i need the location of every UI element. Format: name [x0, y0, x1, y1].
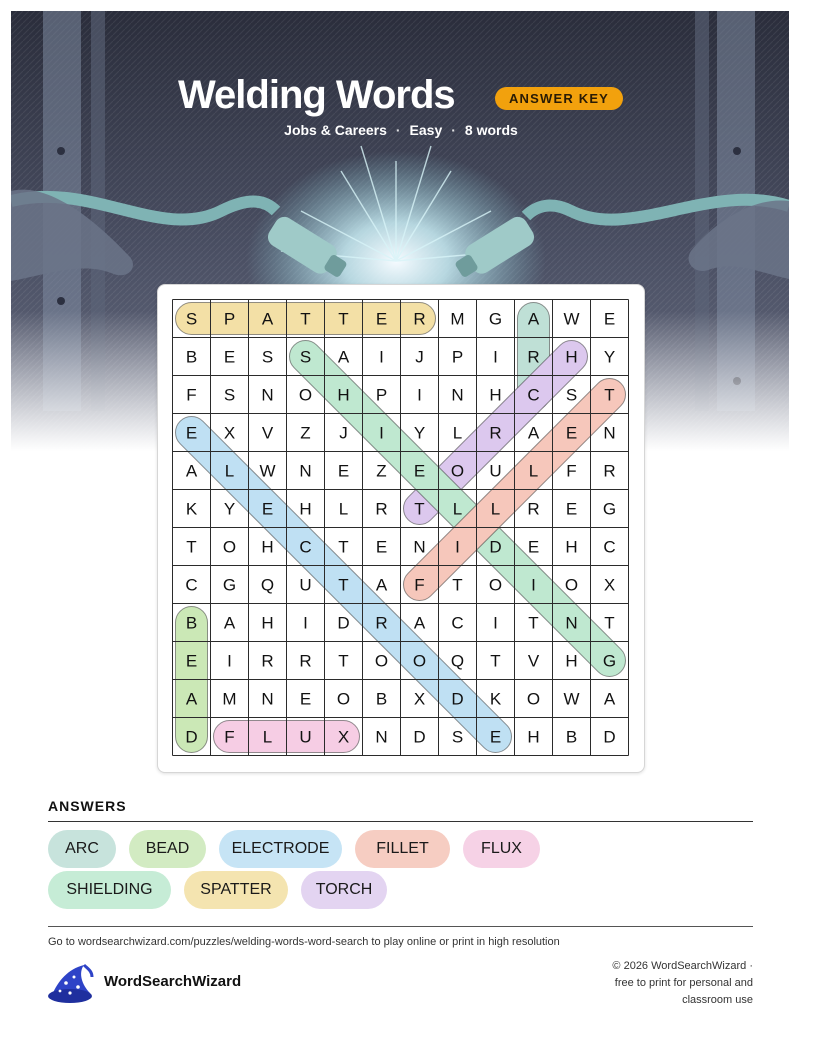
grid-cell-letter: E	[223, 347, 236, 367]
grid-cell-letter: B	[565, 727, 578, 747]
answer-chip-arc: ARC	[48, 830, 116, 868]
grid-cell-letter: R	[261, 651, 274, 671]
grid-cell-letter: M	[222, 689, 237, 709]
answer-chip-bead: BEAD	[129, 830, 206, 868]
grid-cell-letter: W	[563, 689, 580, 709]
grid-cell-letter: A	[413, 613, 426, 633]
page-title: Welding Words	[178, 73, 455, 117]
grid-cell-letter: L	[452, 499, 463, 519]
grid-cell-letter: O	[564, 575, 579, 595]
answer-chip-fillet: FILLET	[355, 830, 450, 868]
grid-cell-letter: S	[261, 347, 274, 367]
grid-cell-letter: G	[602, 499, 617, 519]
grid-cell-letter: I	[493, 347, 498, 367]
meta-separator: ·	[395, 122, 401, 138]
difficulty-label: Easy	[409, 122, 443, 138]
grid-cell-letter: N	[261, 385, 274, 405]
grid-cell-letter: R	[413, 309, 426, 329]
grid-cell-letter: M	[450, 309, 465, 329]
grid-cell-letter: H	[261, 613, 274, 633]
grid-cell-letter: L	[338, 499, 349, 519]
grid-cell-letter: E	[413, 461, 426, 481]
grid-cell-letter: J	[415, 347, 424, 367]
grid-cell-letter: R	[603, 461, 616, 481]
grid-cell-letter: P	[451, 347, 464, 367]
grid-cell-letter: G	[222, 575, 237, 595]
grid-cell-letter: X	[413, 689, 426, 709]
grid-cell-letter: I	[379, 423, 384, 443]
grid-cell-letter: I	[455, 537, 460, 557]
grid-cell-letter: O	[298, 385, 313, 405]
grid-cell-letter: L	[224, 461, 235, 481]
grid-cell-letter: O	[526, 689, 541, 709]
grid-cell-letter: C	[299, 537, 312, 557]
grid-cell-letter: U	[299, 575, 312, 595]
grid-cell-letter: L	[490, 499, 501, 519]
grid-cell-letter: T	[528, 613, 539, 633]
grid-cell-letter: D	[413, 727, 426, 747]
grid-cell-letter: E	[375, 537, 388, 557]
grid-cell-letter: V	[261, 423, 274, 443]
grid-cell-letter: S	[185, 309, 198, 329]
grid-cell-letter: Y	[413, 423, 426, 443]
grid-cell-letter: O	[412, 651, 427, 671]
grid-cell-letter: T	[338, 309, 349, 329]
grid-cell-letter: O	[450, 461, 465, 481]
grid-cell-letter: V	[527, 651, 540, 671]
grid-cell-letter: T	[452, 575, 463, 595]
grid-cell-letter: E	[565, 423, 578, 443]
grid-cell-letter: L	[452, 423, 463, 443]
answers-divider	[48, 821, 753, 822]
grid-cell-letter: Z	[300, 423, 311, 443]
grid-cell-letter: R	[527, 347, 540, 367]
copyright-line: classroom use	[682, 994, 753, 1006]
grid-cell-letter: G	[602, 651, 617, 671]
grid-cell-letter: R	[375, 499, 388, 519]
puzzle-meta	[0, 122, 802, 138]
grid-cell-letter: P	[223, 309, 236, 329]
answer-chip-torch: TORCH	[301, 871, 387, 909]
grid-cell-letter: A	[261, 309, 274, 329]
grid-cell-letter: H	[337, 385, 350, 405]
grid-cell-letter: E	[185, 651, 198, 671]
grid-cell-letter: R	[527, 499, 540, 519]
grid-cell-letter: W	[259, 461, 276, 481]
grid-cell-letter: S	[299, 347, 312, 367]
grid-cell-letter: L	[262, 727, 273, 747]
grid-cell-letter: C	[603, 537, 616, 557]
word-count-label: 8 words	[464, 122, 518, 138]
grid-cell-letter: E	[565, 499, 578, 519]
grid-cell-letter: O	[488, 575, 503, 595]
grid-cell-letter: K	[489, 689, 502, 709]
wizard-hat-icon	[46, 963, 94, 1005]
grid-cell-letter: H	[261, 537, 274, 557]
grid-cell-letter: T	[338, 537, 349, 557]
grid-cell-letter: H	[527, 727, 540, 747]
title-row	[0, 70, 816, 120]
grid-cell-letter: Q	[260, 575, 275, 595]
grid-cell-letter: H	[299, 499, 312, 519]
grid-cell-letter: U	[299, 727, 312, 747]
grid-cell-letter: C	[527, 385, 540, 405]
grid-cell-letter: A	[375, 575, 388, 595]
grid-cell-letter: O	[336, 689, 351, 709]
grid-cell-letter: B	[185, 347, 198, 367]
grid-cell-letter: D	[337, 613, 350, 633]
grid-cell-letter: T	[414, 499, 425, 519]
grid-cell-letter: X	[223, 423, 236, 443]
answer-chip-spatter: SPATTER	[184, 871, 288, 909]
grid-cell-letter: D	[451, 689, 464, 709]
grid-cell-letter: R	[299, 651, 312, 671]
answer-key-badge: ANSWER KEY	[495, 87, 623, 110]
grid-cell-letter: T	[338, 575, 349, 595]
grid-cell-letter: H	[565, 651, 578, 671]
grid-cell-letter: U	[489, 461, 502, 481]
grid-cell-letter: G	[488, 309, 503, 329]
grid-cell-letter: F	[414, 575, 425, 595]
grid-cell-letter: B	[375, 689, 388, 709]
grid-cell-letter: T	[604, 613, 615, 633]
grid-cell-letter: H	[565, 537, 578, 557]
grid-cell-letter: N	[451, 385, 464, 405]
grid-cell-letter: N	[603, 423, 616, 443]
grid-cell-letter: O	[222, 537, 237, 557]
footer-divider	[48, 926, 753, 927]
grid-cell-letter: H	[489, 385, 502, 405]
grid-cell-letter: O	[374, 651, 389, 671]
answer-chip-shielding: SHIELDING	[48, 871, 171, 909]
grid-cell-letter: T	[604, 385, 615, 405]
grid-cell-letter: C	[185, 575, 198, 595]
grid-cell-letter: E	[527, 537, 540, 557]
grid-cell-letter: A	[527, 423, 540, 443]
grid-cell-letter: A	[527, 309, 540, 329]
grid-cell-letter: B	[185, 613, 198, 633]
grid-cell-letter: A	[223, 613, 236, 633]
grid-cell-letter: F	[566, 461, 577, 481]
grid-cell-letter: R	[375, 613, 388, 633]
grid-cell-letter: D	[489, 537, 502, 557]
grid-cell-letter: C	[451, 613, 464, 633]
answers-heading: ANSWERS	[48, 798, 127, 814]
grid-cell-letter: E	[603, 309, 616, 329]
grid-cell-letter: N	[565, 613, 578, 633]
grid-cell-letter: S	[565, 385, 578, 405]
copyright-text	[560, 958, 753, 1009]
grid-cell-letter: S	[223, 385, 236, 405]
grid-cell-letter: T	[490, 651, 501, 671]
grid-cell-letter: L	[528, 461, 539, 481]
grid-cell-letter: X	[603, 575, 616, 595]
word-search-grid	[172, 299, 629, 756]
grid-cell-letter: R	[489, 423, 502, 443]
grid-cell-letter: Y	[223, 499, 236, 519]
grid-cell-letter: I	[227, 651, 232, 671]
grid-cell-letter: E	[261, 499, 274, 519]
footer-link-text[interactable]: Go to wordsearchwizard.com/puzzles/welding-words-word-search to play online or print in high resolution	[48, 936, 560, 948]
copyright-line: free to print for personal and	[614, 977, 753, 989]
grid-cell-letter: A	[185, 689, 198, 709]
grid-cell-letter: I	[417, 385, 422, 405]
answer-chip-flux: FLUX	[463, 830, 540, 868]
grid-cell-letter: F	[224, 727, 235, 747]
grid-cell-letter: H	[565, 347, 578, 367]
grid-cell-letter: F	[186, 385, 197, 405]
grid-cell-letter: S	[451, 727, 464, 747]
grid-cell-letter: I	[303, 613, 308, 633]
grid-cell-letter: I	[379, 347, 384, 367]
grid-cell-letter: X	[337, 727, 350, 747]
grid-cell-letter: T	[300, 309, 311, 329]
category-label: Jobs & Careers	[284, 122, 387, 138]
grid-cell-letter: A	[603, 689, 616, 709]
grid-cell-letter: E	[337, 461, 350, 481]
grid-cell-letter: P	[375, 385, 388, 405]
grid-cell-letter: E	[185, 423, 198, 443]
grid-cell-letter: T	[338, 651, 349, 671]
meta-separator: ·	[451, 122, 456, 138]
grid-cell-letter: D	[185, 727, 198, 747]
grid-cell-letter: E	[489, 727, 502, 747]
grid-cell-letter: E	[299, 689, 312, 709]
grid-cell-letter: A	[185, 461, 198, 481]
grid-cell-letter: W	[563, 309, 580, 329]
grid-cell-letter: N	[375, 727, 388, 747]
grid-cell-letter: N	[261, 689, 274, 709]
grid-cell-letter: D	[603, 727, 616, 747]
grid-cell-letter: Y	[603, 347, 616, 367]
grid-cell-letter: N	[299, 461, 312, 481]
copyright-line: © 2026 WordSearchWizard ·	[612, 960, 753, 972]
grid-cell-letter: K	[185, 499, 198, 519]
grid-cell-letter: J	[339, 423, 348, 443]
grid-cell-letter: Z	[376, 461, 387, 481]
grid-cell-letter: I	[531, 575, 536, 595]
brand-name: WordSearchWizard	[104, 973, 242, 990]
grid-cell-letter: Q	[450, 651, 465, 671]
grid-cell-letter: N	[413, 537, 426, 557]
grid-cell-letter: T	[186, 537, 197, 557]
grid-cell-letter: I	[493, 613, 498, 633]
grid-cell-letter: A	[337, 347, 350, 367]
answer-chip-electrode: ELECTRODE	[219, 830, 342, 868]
grid-cell-letter: E	[375, 309, 388, 329]
